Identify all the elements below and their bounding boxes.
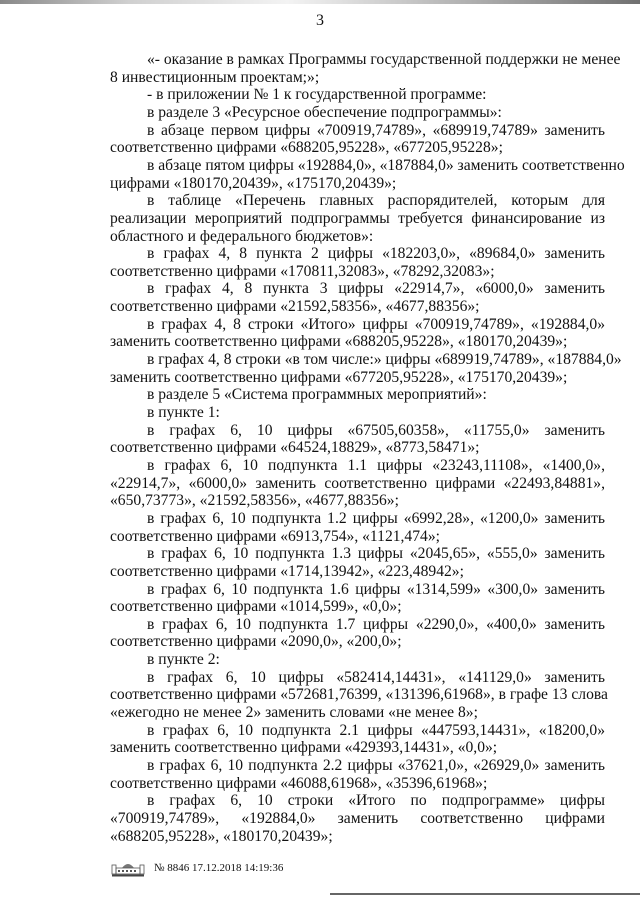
paragraph-line: в графах 4, 8 пункта 3 цифры «22914,7», «6000,0» заменить	[147, 280, 605, 298]
paragraph-line: в графах 6, 10 подпункта 2.2 цифры «37621,0», «26929,0» заменить	[147, 757, 605, 774]
paragraph-line: «ежегодно не менее 2» заменить словами «не менее 8»;	[110, 704, 478, 722]
paragraph-line: заменить соответственно цифрами «688205,95228», «180170,20439»;	[110, 333, 568, 351]
paragraph-line: в таблице «Перечень главных распорядителей, которым для	[147, 192, 605, 210]
paragraph-line: «700919,74789», «192884,0» заменить соответственно цифрами	[110, 809, 605, 827]
paragraph-line: соответственно цифрами «21592,58356», «4677,88356»;	[110, 298, 480, 316]
paragraph-line: цифрами «180170,20439», «175170,20439»;	[110, 174, 397, 192]
paragraph-line: в пункте 1:	[147, 404, 220, 421]
paragraph-line: в разделе 5 «Система программных мероприятий»:	[147, 386, 487, 404]
paragraph-line: соответственно цифрами «1714,13942», «223,48942»;	[110, 562, 464, 580]
paragraph-line: в разделе 3 «Ресурсное обеспечение подпрограммы»:	[147, 103, 502, 121]
building-logo-icon	[110, 859, 146, 877]
scan-edge-line	[330, 893, 640, 895]
paragraph-line: областного и федерального бюджетов»:	[110, 227, 374, 245]
paragraph-line: «- оказание в рамках Программы государственной поддержки не менее	[147, 51, 621, 68]
paragraph-line: соответственно цифрами «6913,754», «1121,474»;	[110, 527, 440, 545]
paragraph-line: заменить соответственно цифрами «429393,14431», «0,0»;	[110, 739, 498, 757]
paragraph-line: соответственно цифрами «1014,599», «0,0»;	[110, 598, 402, 616]
paragraph-line: в графах 4, 8 строки «Итого» цифры «700919,74789», «192884,0»	[147, 315, 605, 333]
paragraph-line: «688205,95228», «180170,20439»;	[110, 827, 333, 845]
paragraph-line: в графах 6, 10 подпункта 1.7 цифры «2290,0», «400,0» заменить	[147, 615, 605, 633]
paragraph-line: в графах 6, 10 цифры «67505,60358», «11755,0» заменить	[147, 421, 605, 439]
paragraph-line: реализации мероприятий подпрограммы требуется финансирование из	[110, 209, 605, 227]
paragraph-line: в графах 6, 10 подпункта 1.1 цифры «23243,11108», «1400,0»,	[147, 456, 605, 474]
paragraph-line: соответственно цифрами «688205,95228», «677205,95228»;	[110, 139, 503, 157]
paragraph-line: соответственно цифрами «572681,76399, «131396,61968», в графе 13 слова	[110, 686, 608, 704]
page-number: 3	[316, 12, 324, 29]
paragraph-line: в графах 6, 10 подпункта 1.6 цифры «1314,599» «300,0» заменить	[147, 580, 605, 598]
document-stamp	[110, 858, 283, 878]
paragraph-line: соответственно цифрами «170811,32083», «78292,32083»;	[110, 262, 495, 280]
paragraph-line: соответственно цифрами «64524,18829», «8773,58471»;	[110, 439, 480, 457]
paragraph-line: в графах 6, 10 подпункта 1.3 цифры «2045,65», «555,0» заменить	[147, 545, 605, 563]
paragraph-line: в пункте 2:	[147, 651, 220, 669]
paragraph-line: соответственно цифрами «46088,61968», «35396,61968»;	[110, 774, 488, 792]
paragraph-line: в графах 6, 10 подпункта 1.2 цифры «6992,28», «1200,0» заменить	[147, 509, 605, 527]
paragraph-line: «22914,7», «6000,0» заменить соответственно цифрами «22493,84881»,	[110, 474, 605, 492]
paragraph-line: заменить соответственно цифрами «677205,95228», «175170,20439»;	[110, 368, 568, 386]
paragraph-line: «650,73773», «21592,58356», «4677,88356»;	[110, 492, 399, 510]
paragraph-line: в графах 6, 10 цифры «582414,14431», «141129,0» заменить	[147, 668, 605, 686]
scan-edge-noise	[0, 0, 640, 4]
paragraph-line: соответственно цифрами «2090,0», «200,0»;	[110, 633, 402, 651]
paragraph-line: в абзаце пятом цифры «192884,0», «187884,0» заменить соответственно	[147, 156, 625, 174]
paragraph-line: в графах 4, 8 строки «в том числе:» цифры «689919,74789», «187884,0»	[147, 351, 622, 369]
registration-stamp-text: № 8846 17.12.2018 14:19:36	[154, 862, 284, 874]
paragraph-line: в графах 4, 8 пункта 2 цифры «182203,0», «89684,0» заменить	[147, 245, 605, 263]
paragraph-line: в абзаце первом цифры «700919,74789», «689919,74789» заменить	[147, 121, 605, 139]
paragraph-line: - в приложении № 1 к государственной программе:	[147, 86, 487, 104]
paragraph-line: в графах 6, 10 строки «Итого по подпрограмме» цифры	[147, 792, 605, 810]
paragraph-line: 8 инвестиционным проектам;»;	[110, 68, 320, 86]
paragraph-line: в графах 6, 10 подпункта 2.1 цифры «447593,14431», «18200,0»	[147, 721, 605, 739]
